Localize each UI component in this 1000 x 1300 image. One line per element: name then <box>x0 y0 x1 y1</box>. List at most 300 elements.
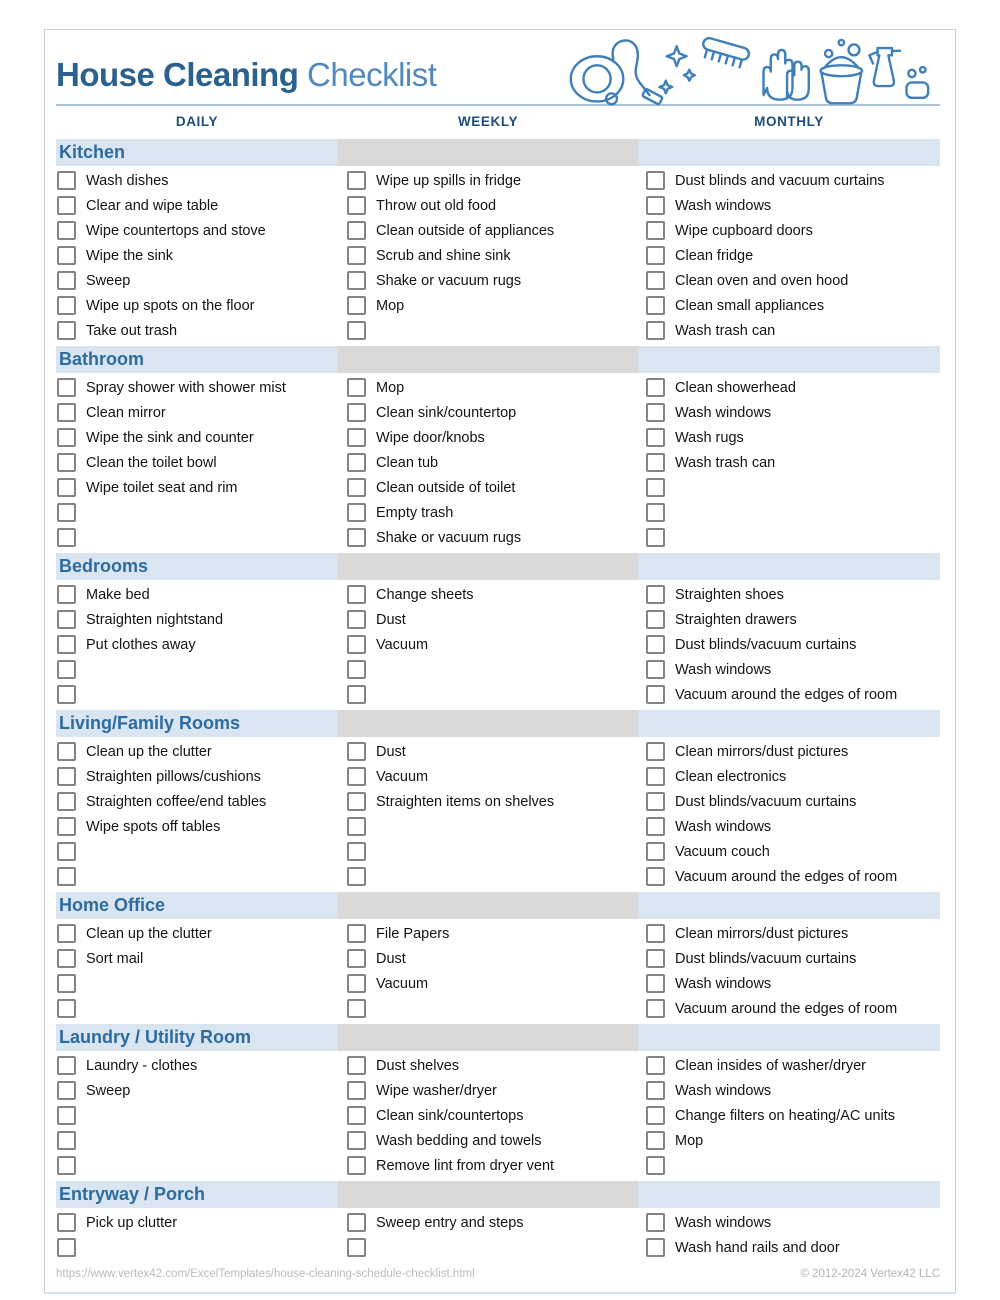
section-header-band <box>56 346 940 373</box>
checkbox[interactable] <box>646 1238 665 1257</box>
column-items <box>56 580 338 707</box>
checkbox[interactable] <box>347 792 366 811</box>
checkbox[interactable] <box>646 610 665 629</box>
checkbox[interactable] <box>646 378 665 397</box>
checkbox[interactable] <box>347 453 366 472</box>
checklist-row <box>646 1153 940 1178</box>
section <box>56 553 940 707</box>
checklist-row <box>57 946 338 971</box>
checklist-row <box>347 739 638 764</box>
checklist-row <box>57 789 338 814</box>
checklist-row <box>646 1053 940 1078</box>
checklist-row <box>646 607 940 632</box>
section-title: Kitchen <box>59 142 126 162</box>
sparkle-icon <box>659 46 694 93</box>
checkbox[interactable] <box>646 660 665 679</box>
checkbox[interactable] <box>646 1081 665 1100</box>
item-label: Sweep entry and steps <box>376 1214 524 1231</box>
checkbox[interactable] <box>646 1106 665 1125</box>
checkbox[interactable] <box>646 503 665 522</box>
item-label: Wash trash can <box>675 322 776 339</box>
item-label: Clean fridge <box>675 247 754 264</box>
checkbox[interactable] <box>57 742 76 761</box>
checkbox[interactable] <box>57 296 76 315</box>
item-label: Scrub and shine sink <box>376 247 511 264</box>
checklist-row <box>347 450 638 475</box>
spray-bottle-icon <box>869 48 900 86</box>
item-label: Empty trash <box>376 504 454 521</box>
item-label: Straighten drawers <box>675 611 797 628</box>
column-items <box>56 1051 338 1178</box>
item-label: Vacuum around the edges of room <box>675 686 898 703</box>
item-label: Clean outside of appliances <box>376 222 555 239</box>
checklist-row <box>347 682 638 707</box>
checkbox[interactable] <box>57 1056 76 1075</box>
checklist-row <box>646 682 940 707</box>
checkbox[interactable] <box>347 503 366 522</box>
checklist-row <box>347 525 638 550</box>
checkbox[interactable] <box>347 949 366 968</box>
section-header-band <box>56 710 940 737</box>
glove-icon <box>764 50 809 100</box>
checkbox[interactable] <box>57 685 76 704</box>
checklist-row <box>347 425 638 450</box>
checkbox[interactable] <box>646 296 665 315</box>
checklist-row <box>646 864 940 889</box>
checklist-row <box>347 971 638 996</box>
checklist-page <box>56 30 940 1280</box>
checkbox[interactable] <box>347 742 366 761</box>
checkbox[interactable] <box>57 792 76 811</box>
column-items <box>338 580 638 707</box>
section-band-weekly <box>338 139 638 166</box>
sponge-icon <box>906 67 928 98</box>
checklist-row <box>646 739 940 764</box>
checklist-row <box>347 218 638 243</box>
checklist-row <box>57 293 338 318</box>
checklist-row <box>347 921 638 946</box>
checklist-row <box>57 1153 338 1178</box>
checkbox[interactable] <box>57 924 76 943</box>
item-label: Clean oven and oven hood <box>675 272 849 289</box>
checkbox[interactable] <box>646 974 665 993</box>
section-band-daily <box>56 1024 338 1051</box>
checkbox[interactable] <box>646 1131 665 1150</box>
checkbox[interactable] <box>347 685 366 704</box>
section-band-daily <box>56 346 338 373</box>
checkbox[interactable] <box>347 585 366 604</box>
checklist-row <box>646 318 940 343</box>
section-title: Entryway / Porch <box>59 1184 206 1204</box>
checklist-row <box>57 1210 338 1235</box>
checklist-row <box>347 764 638 789</box>
page-title-light: Checklist <box>307 56 437 93</box>
checkbox[interactable] <box>57 974 76 993</box>
checkbox[interactable] <box>347 271 366 290</box>
item-label: Straighten nightstand <box>86 611 224 628</box>
checkbox[interactable] <box>347 1106 366 1125</box>
checkbox[interactable] <box>646 792 665 811</box>
item-label: Clean sink/countertops <box>376 1107 524 1124</box>
checklist-row <box>347 814 638 839</box>
checkbox[interactable] <box>646 453 665 472</box>
page-footer <box>56 1268 940 1280</box>
item-label: Wash windows <box>675 197 772 214</box>
checkbox[interactable] <box>347 296 366 315</box>
item-label: Wash windows <box>675 661 772 678</box>
checklist-row <box>646 764 940 789</box>
section <box>56 892 940 1021</box>
checkbox[interactable] <box>646 1056 665 1075</box>
checklist-row <box>347 582 638 607</box>
item-label: Dust blinds/vacuum curtains <box>675 950 857 967</box>
item-label: Vacuum <box>376 636 429 653</box>
checklist-row <box>646 243 940 268</box>
checklist-row <box>57 814 338 839</box>
section-band-weekly <box>338 346 638 373</box>
checkbox[interactable] <box>57 610 76 629</box>
checkbox[interactable] <box>57 1213 76 1232</box>
checkbox[interactable] <box>57 1131 76 1150</box>
item-label: Clean mirrors/dust pictures <box>675 925 849 942</box>
checkbox[interactable] <box>646 196 665 215</box>
checkbox[interactable] <box>646 842 665 861</box>
checkbox[interactable] <box>57 321 76 340</box>
checklist-row <box>57 243 338 268</box>
checkbox[interactable] <box>646 271 665 290</box>
checkbox[interactable] <box>57 403 76 422</box>
checkbox[interactable] <box>57 767 76 786</box>
checklist-row <box>57 168 338 193</box>
item-label: Vacuum around the edges of room <box>675 868 898 885</box>
section-columns <box>56 919 940 1021</box>
checklist-row <box>347 946 638 971</box>
item-label: Wash trash can <box>675 454 776 471</box>
item-label: Wash windows <box>675 818 772 835</box>
section-band-daily <box>56 1181 338 1208</box>
section-columns <box>56 1051 940 1178</box>
item-label: Mop <box>675 1132 704 1149</box>
item-label: Wipe countertops and stove <box>86 222 266 239</box>
checklist-row <box>646 525 940 550</box>
item-label: Wash rugs <box>675 429 744 446</box>
checkbox[interactable] <box>57 528 76 547</box>
checkbox[interactable] <box>57 503 76 522</box>
page-title-bold: House Cleaning <box>56 56 299 93</box>
checklist-row <box>646 425 940 450</box>
checklist-row <box>646 500 940 525</box>
column-items <box>56 1208 338 1260</box>
section <box>56 1024 940 1178</box>
checklist-row <box>646 582 940 607</box>
checklist-row <box>57 400 338 425</box>
checkbox[interactable] <box>347 974 366 993</box>
checkbox[interactable] <box>347 635 366 654</box>
column-items <box>638 737 940 889</box>
checklist-row <box>57 921 338 946</box>
checklist-row <box>646 475 940 500</box>
item-label: Wash windows <box>675 975 772 992</box>
section-band-monthly <box>638 710 940 737</box>
checklist-row <box>347 864 638 889</box>
checkbox[interactable] <box>57 999 76 1018</box>
brush-icon <box>700 37 751 69</box>
item-label: Wash windows <box>675 1082 772 1099</box>
checkbox[interactable] <box>347 478 366 497</box>
item-label: Wash dishes <box>86 172 169 189</box>
checkbox[interactable] <box>646 867 665 886</box>
checklist-row <box>57 839 338 864</box>
item-label: Clean up the clutter <box>86 743 212 760</box>
section-band-monthly <box>638 1024 940 1051</box>
checklist-row <box>347 475 638 500</box>
item-label: Wipe washer/dryer <box>376 1082 497 1099</box>
checkbox[interactable] <box>347 767 366 786</box>
checklist-row <box>347 268 638 293</box>
checklist-row <box>646 293 940 318</box>
checkbox[interactable] <box>57 1156 76 1175</box>
checklist-row <box>57 450 338 475</box>
item-label: Clean electronics <box>675 768 787 785</box>
checklist-row <box>347 293 638 318</box>
checkbox[interactable] <box>57 1238 76 1257</box>
item-label: Wipe spots off tables <box>86 818 221 835</box>
checkbox[interactable] <box>57 378 76 397</box>
checklist-row <box>57 525 338 550</box>
checkbox[interactable] <box>57 949 76 968</box>
section-band-monthly <box>638 346 940 373</box>
section-band-daily <box>56 892 338 919</box>
footer-copyright: © 2012-2024 Vertex42 LLC <box>800 1268 940 1280</box>
checkbox[interactable] <box>57 585 76 604</box>
footer-url[interactable]: https://www.vertex42.com/ExcelTemplates/house-cleaning-schedule-checklist.html <box>56 1268 475 1280</box>
item-label: Vacuum couch <box>675 843 770 860</box>
checkbox[interactable] <box>347 1238 366 1257</box>
section-title: Home Office <box>59 895 166 915</box>
checklist-row <box>347 1128 638 1153</box>
checklist-row <box>57 1235 338 1260</box>
checkbox[interactable] <box>347 817 366 836</box>
checkbox[interactable] <box>347 196 366 215</box>
item-label: Straighten coffee/end tables <box>86 793 267 810</box>
checkbox[interactable] <box>57 478 76 497</box>
checkbox[interactable] <box>646 949 665 968</box>
checklist-row <box>646 839 940 864</box>
checkbox[interactable] <box>646 171 665 190</box>
item-label: Mop <box>376 297 405 314</box>
item-label: Wash windows <box>675 404 772 421</box>
checkbox[interactable] <box>57 1106 76 1125</box>
checkbox[interactable] <box>646 1156 665 1175</box>
checklist-row <box>646 1078 940 1103</box>
column-items <box>638 166 940 343</box>
checkbox[interactable] <box>347 610 366 629</box>
item-label: Dust blinds/vacuum curtains <box>675 636 857 653</box>
item-label: Wash windows <box>675 1214 772 1231</box>
checklist-row <box>646 814 940 839</box>
checkbox[interactable] <box>646 585 665 604</box>
checklist-row <box>347 1210 638 1235</box>
checkbox[interactable] <box>646 478 665 497</box>
item-label: Vacuum <box>376 975 429 992</box>
checklist-row <box>646 921 940 946</box>
checkbox[interactable] <box>347 428 366 447</box>
column-headers <box>56 106 940 136</box>
checklist-row <box>347 996 638 1021</box>
section-title: Living/Family Rooms <box>59 713 241 733</box>
checkbox[interactable] <box>347 924 366 943</box>
item-label: Clean small appliances <box>675 297 825 314</box>
checklist-row <box>57 1078 338 1103</box>
checklist-row <box>347 632 638 657</box>
column-items <box>638 919 940 1021</box>
checklist-row <box>646 218 940 243</box>
column-header-daily: DAILY <box>175 113 219 129</box>
item-label: Clean mirror <box>86 404 166 421</box>
checkbox[interactable] <box>57 635 76 654</box>
checkbox[interactable] <box>646 635 665 654</box>
checkbox[interactable] <box>347 321 366 340</box>
checkbox[interactable] <box>347 378 366 397</box>
column-items <box>638 1208 940 1260</box>
checklist-row <box>646 632 940 657</box>
item-label: Dust <box>376 743 406 760</box>
checkbox[interactable] <box>646 246 665 265</box>
section <box>56 139 940 343</box>
checklist-row <box>57 739 338 764</box>
checkbox[interactable] <box>347 1081 366 1100</box>
checkbox[interactable] <box>57 453 76 472</box>
checkbox[interactable] <box>646 924 665 943</box>
checklist-row <box>646 1128 940 1153</box>
checkbox[interactable] <box>347 842 366 861</box>
checkbox[interactable] <box>347 867 366 886</box>
section-columns <box>56 580 940 707</box>
item-label: Mop <box>376 379 405 396</box>
checkbox[interactable] <box>347 246 366 265</box>
checklist-row <box>646 946 940 971</box>
checklist-row <box>646 996 940 1021</box>
checklist-row <box>57 582 338 607</box>
item-label: Clean tub <box>376 454 439 471</box>
checklist-row <box>347 168 638 193</box>
item-label: Clear and wipe table <box>86 197 219 214</box>
checklist-row <box>57 318 338 343</box>
item-label: Dust blinds and vacuum curtains <box>675 172 885 189</box>
checkbox[interactable] <box>347 1056 366 1075</box>
checkbox[interactable] <box>646 403 665 422</box>
checkbox[interactable] <box>347 660 366 679</box>
section-columns <box>56 737 940 889</box>
item-label: Clean outside of toilet <box>376 479 516 496</box>
checkbox[interactable] <box>57 428 76 447</box>
checkbox[interactable] <box>646 528 665 547</box>
checkbox[interactable] <box>347 1131 366 1150</box>
checkbox[interactable] <box>646 742 665 761</box>
checkbox[interactable] <box>646 817 665 836</box>
checklist-row <box>57 218 338 243</box>
checkbox[interactable] <box>57 221 76 240</box>
item-label: Vacuum <box>376 768 429 785</box>
checkbox[interactable] <box>57 660 76 679</box>
section <box>56 710 940 889</box>
item-label: Make bed <box>86 586 150 603</box>
item-label: Straighten items on shelves <box>376 793 555 810</box>
checklist-row <box>57 996 338 1021</box>
checkbox[interactable] <box>646 999 665 1018</box>
checklist-row <box>57 1103 338 1128</box>
section-band-weekly <box>338 892 638 919</box>
column-items <box>338 919 638 1021</box>
checklist-row <box>57 607 338 632</box>
column-items <box>338 1208 638 1260</box>
checklist-row <box>347 839 638 864</box>
checkbox[interactable] <box>57 171 76 190</box>
checklist-row <box>646 971 940 996</box>
checkbox[interactable] <box>347 171 366 190</box>
column-items <box>638 580 940 707</box>
item-label: Clean sink/countertop <box>376 404 517 421</box>
checkbox[interactable] <box>347 999 366 1018</box>
column-items <box>56 373 338 550</box>
item-label: Clean the toilet bowl <box>86 454 217 471</box>
section-band-weekly <box>338 1024 638 1051</box>
item-label: Dust <box>376 611 406 628</box>
checkbox[interactable] <box>646 1213 665 1232</box>
checkbox[interactable] <box>347 528 366 547</box>
checkbox[interactable] <box>57 1081 76 1100</box>
item-label: Wash hand rails and door <box>675 1239 840 1256</box>
checkbox[interactable] <box>57 196 76 215</box>
checklist-row <box>57 425 338 450</box>
checklist-row <box>347 193 638 218</box>
item-label: Wipe door/knobs <box>376 429 485 446</box>
section-header-band <box>56 553 940 580</box>
checkbox[interactable] <box>646 685 665 704</box>
checkbox[interactable] <box>57 817 76 836</box>
checkbox[interactable] <box>646 428 665 447</box>
checklist-row <box>646 657 940 682</box>
checkbox[interactable] <box>347 221 366 240</box>
checkbox[interactable] <box>646 321 665 340</box>
checklist-row <box>347 400 638 425</box>
checkbox[interactable] <box>646 767 665 786</box>
checkbox[interactable] <box>347 1156 366 1175</box>
section-band-monthly <box>638 892 940 919</box>
item-label: Take out trash <box>86 322 178 339</box>
checkbox[interactable] <box>57 842 76 861</box>
column-items <box>338 373 638 550</box>
checkbox[interactable] <box>57 271 76 290</box>
section-band-monthly <box>638 139 940 166</box>
checklist-row <box>646 789 940 814</box>
item-label: Pick up clutter <box>86 1214 178 1231</box>
checkbox[interactable] <box>347 1213 366 1232</box>
checklist-row <box>57 1053 338 1078</box>
item-label: Vacuum around the edges of room <box>675 1000 898 1017</box>
section-columns <box>56 166 940 343</box>
column-items <box>338 166 638 343</box>
checkbox[interactable] <box>646 221 665 240</box>
item-label: Clean insides of washer/dryer <box>675 1057 867 1074</box>
checklist-row <box>347 500 638 525</box>
checkbox[interactable] <box>57 246 76 265</box>
checkbox[interactable] <box>347 403 366 422</box>
checkbox[interactable] <box>57 867 76 886</box>
item-label: Throw out old food <box>376 197 497 214</box>
section <box>56 346 940 550</box>
checklist-row <box>347 1103 638 1128</box>
